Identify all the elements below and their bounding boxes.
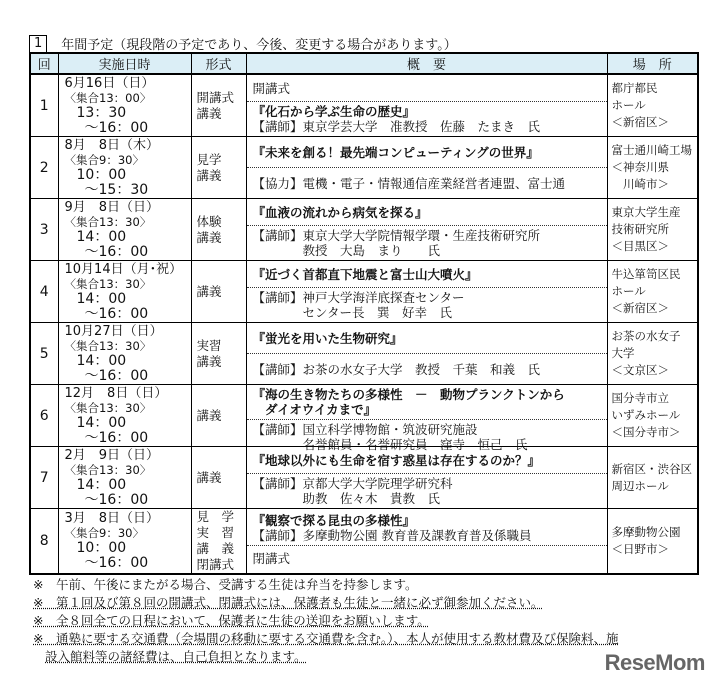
place-line: ＜文京区＞ [611,363,669,377]
format-line: 開講式 [196,89,235,105]
place-line: 東京大学生産 [611,205,681,219]
date-cell [58,74,191,137]
start-time: 14：00 [76,290,127,307]
table-row [30,385,698,447]
place-line: 富士通川崎工場 [611,143,692,157]
row-number: 7 [30,447,58,509]
format-line: 体験 [196,213,222,229]
format-cell [191,74,246,137]
start-time: 14：00 [76,476,127,493]
table-row [30,137,698,199]
format-line: 講義 [196,407,222,423]
lecture-title: 『地球以外にも生命を宿す惑星は存在するのか？』 [252,452,541,468]
table-row [30,509,698,575]
table-header [30,53,698,74]
place-line: 技術研究所 [611,222,669,236]
date: 2月 9日（日） [64,447,160,463]
row-number: 4 [30,261,58,323]
overview-line: 助教 佐々木 貴教 氏 [252,491,441,506]
gather-time: 〈集合13：30〉 [64,400,152,415]
start-time: 14：00 [76,228,127,245]
overview-cell [246,385,607,452]
lecturer: 【講師】多摩動物公園 教育普及課教育普及係職員 [252,527,532,543]
format-line: 講義 [196,105,222,121]
date-cell [58,509,191,575]
place-cell [607,447,698,509]
overview-section [247,385,607,419]
table-row [30,261,698,323]
overview-section [247,447,607,473]
section-title [29,34,457,53]
overview-line: 【講師】神戸大学海洋底探査センター [252,290,465,305]
row-number: 2 [30,137,58,199]
format-cell [191,509,246,575]
schedule-table [29,52,699,575]
table-row [30,447,698,509]
overview-section [247,473,607,508]
overview-cell [246,137,607,199]
overview-section [247,353,607,384]
overview-section [247,261,607,287]
date: 9月 8日（日） [64,199,160,215]
table-row [30,323,698,385]
gather-time: 〈集合13：30〉 [64,338,152,353]
place-line: 国分寺市立 [611,391,669,405]
start-time: 14：00 [76,414,127,431]
date: 10月27日（日） [64,323,163,339]
place-line: ＜新宿区＞ [611,301,669,315]
place-line: ＜新宿区＞ [611,115,669,129]
end-time: ～16：00 [84,491,149,508]
place-cell [607,137,698,199]
lecture-title: 『血液の流れから病気を探る』 [252,204,428,220]
row-number: 5 [30,323,58,385]
end-time: ～16：00 [84,429,149,446]
overview-line: 【講師】東京大学大学院情報学環・生産技術研究所 [252,228,541,243]
format-line: 実 習 [196,525,235,540]
format-line: 講義 [196,283,222,299]
overview-section [247,287,607,322]
overview-line: 開講式 [252,80,291,96]
place-line: ＜国分寺市＞ [611,425,681,439]
date-cell [58,385,191,447]
date: 10月14日（月･祝） [64,261,183,277]
date-cell [58,261,191,323]
table-row [30,74,698,137]
format-cell [191,447,246,509]
table-row [30,199,698,261]
lecture-title: 『蛍光を用いた生物研究』 [252,330,403,346]
header-place: 場 所 [607,53,698,74]
date: 3月 8日（日） [64,511,160,526]
header-number: 回 [30,53,58,74]
date-cell [58,323,191,385]
place-cell [607,323,698,385]
format-line: 講義 [196,167,222,183]
format-line: 講義 [196,469,222,485]
note-line: ※ 全８回全ての日程において、保護者に生徒の送迎をお願いします。 [33,613,430,628]
lecture-title: 『海の生き物たちの多様性 － 動物プランクトンから [252,387,565,402]
note-line: ※ 午前、午後にまたがる場合、受講する生徒は弁当を持参します。 [33,577,418,592]
place-line: ＜神奈川県 [611,160,669,174]
start-time: 13：30 [76,104,127,121]
place-line: ホール [611,98,646,112]
overview-cell [246,509,607,575]
start-time: 10：00 [76,166,127,183]
row-number: 8 [30,509,58,575]
place-line: お茶の水女子 [611,329,681,343]
overview-section [247,225,607,260]
overview-cell [246,323,607,385]
overview-section [247,167,607,198]
overview-section [247,511,607,545]
end-time: ～16：00 [84,555,149,571]
lecturer: 【講師】東京学芸大学 准教授 佐藤 たまき 氏 [252,119,541,134]
overview-section [247,75,607,101]
place-line: 都庁都民 [611,81,658,95]
overview-line: 【協力】電機・電子・情報通信産業経営者連盟、富士通 [252,175,566,191]
place-line: 牛込箪笥区民 [611,267,681,281]
overview-line: 名誉館員・名誉研究員 窪寺 恒己 氏 [252,437,528,452]
format-line: 講義 [196,229,222,245]
place-line: 多摩動物公園 [611,525,681,539]
place-line: ＜日野市＞ [611,542,669,556]
overview-cell [246,74,607,137]
date-cell [58,199,191,261]
place-line: 新宿区・渋谷区 [611,461,692,476]
end-time: ～16：00 [84,305,149,322]
date-cell [58,447,191,509]
overview-cell [246,447,607,509]
lecture-title: ダイオウイカまで』 [252,402,377,417]
start-time: 14：00 [76,352,127,369]
note-line: 設入館料等の諸経費は、自己負担となります。 [45,649,307,664]
place-line: ホール [611,284,646,298]
gather-time: 〈集合13：30〉 [64,462,152,477]
place-cell [607,74,698,137]
format-cell [191,261,246,323]
header-format: 形式 [191,53,246,74]
overview-section [247,545,607,572]
overview-line: 教授 大島 まり 氏 [252,243,441,258]
date: 12月 8日（日） [64,385,168,401]
gather-time: 〈集合9：30〉 [64,152,144,167]
overview-section [247,101,607,136]
notes [33,576,618,666]
place-cell [607,385,698,447]
end-time: ～16：00 [84,243,149,260]
gather-time: 〈集合9：30〉 [64,526,144,540]
date: 6月16日（日） [64,75,155,91]
end-time: ～16：00 [84,367,149,384]
gather-time: 〈集合13：30〉 [64,276,152,291]
row-number: 1 [30,74,58,137]
overview-section [247,137,607,167]
start-time: 10：00 [76,540,127,556]
overview-line: センター長 巽 好幸 氏 [252,305,453,320]
lecture-title: 『近づく首都直下地震と富士山大噴火』 [252,266,478,282]
header-date: 実施日時 [58,53,191,74]
place-cell [607,509,698,575]
format-cell [191,199,246,261]
place-cell [607,199,698,261]
place-line: 周辺ホール [611,478,669,493]
header-overview: 概 要 [246,53,607,74]
end-time: ～15：30 [84,181,149,198]
place-line: 川崎市＞ [611,177,669,191]
section-title-text: 年間予定（現段階の予定であり、今後、変更する場合があります。） [61,38,457,53]
date-cell [58,137,191,199]
overview-line: 閉講式 [252,551,291,566]
format-cell [191,323,246,385]
section-number: 1 [29,35,47,53]
note-line: ※ 第１回及び第８回の開講式、閉講式には、保護者も生徒と一緒に必ず御参加ください。 [33,595,544,610]
place-cell [607,261,698,323]
lecture-title: 『化石から学ぶ生命の歴史』 [252,104,416,119]
place-line: ＜目黒区＞ [611,239,669,253]
resemom-logo: ReseMom [604,650,705,675]
overview-line: 【講師】お茶の水女子大学 教授 千葉 和義 氏 [252,361,541,377]
overview-line: 【講師】京都大学大学院理学研究科 [252,476,453,491]
row-number: 3 [30,199,58,261]
overview-line: 【講師】国立科学博物館・筑波研究施設 [252,422,478,437]
overview-section [247,323,607,353]
overview-cell [246,261,607,323]
format-cell [191,385,246,447]
format-line: 講義 [196,353,222,369]
format-line: 見学 [196,151,222,167]
date: 8月 8日（木） [64,137,160,153]
overview-section [247,199,607,225]
lecture-title: 『未来を創る！最先端コンピューティングの世界』 [252,144,539,160]
gather-time: 〈集合13：30〉 [64,214,152,229]
format-cell [191,137,246,199]
format-line: 見 学 [196,509,235,524]
format-line: 実習 [196,337,222,353]
gather-time: 〈集合13：00〉 [64,90,152,105]
place-line: 大学 [611,346,635,360]
format-line: 講 義 [196,541,235,556]
end-time: ～16：00 [84,119,149,136]
note-line: ※ 通塾に要する交通費（会場間の移動に要する交通費を含む。）、本人が使用する教材費及び保険料、施 [33,631,619,646]
place-line: いずみホール [611,408,681,422]
overview-cell [246,199,607,261]
row-number: 6 [30,385,58,447]
lecture-title: 『観察で探る昆虫の多様性』 [252,512,416,528]
format-line: 閉講式 [196,557,235,572]
